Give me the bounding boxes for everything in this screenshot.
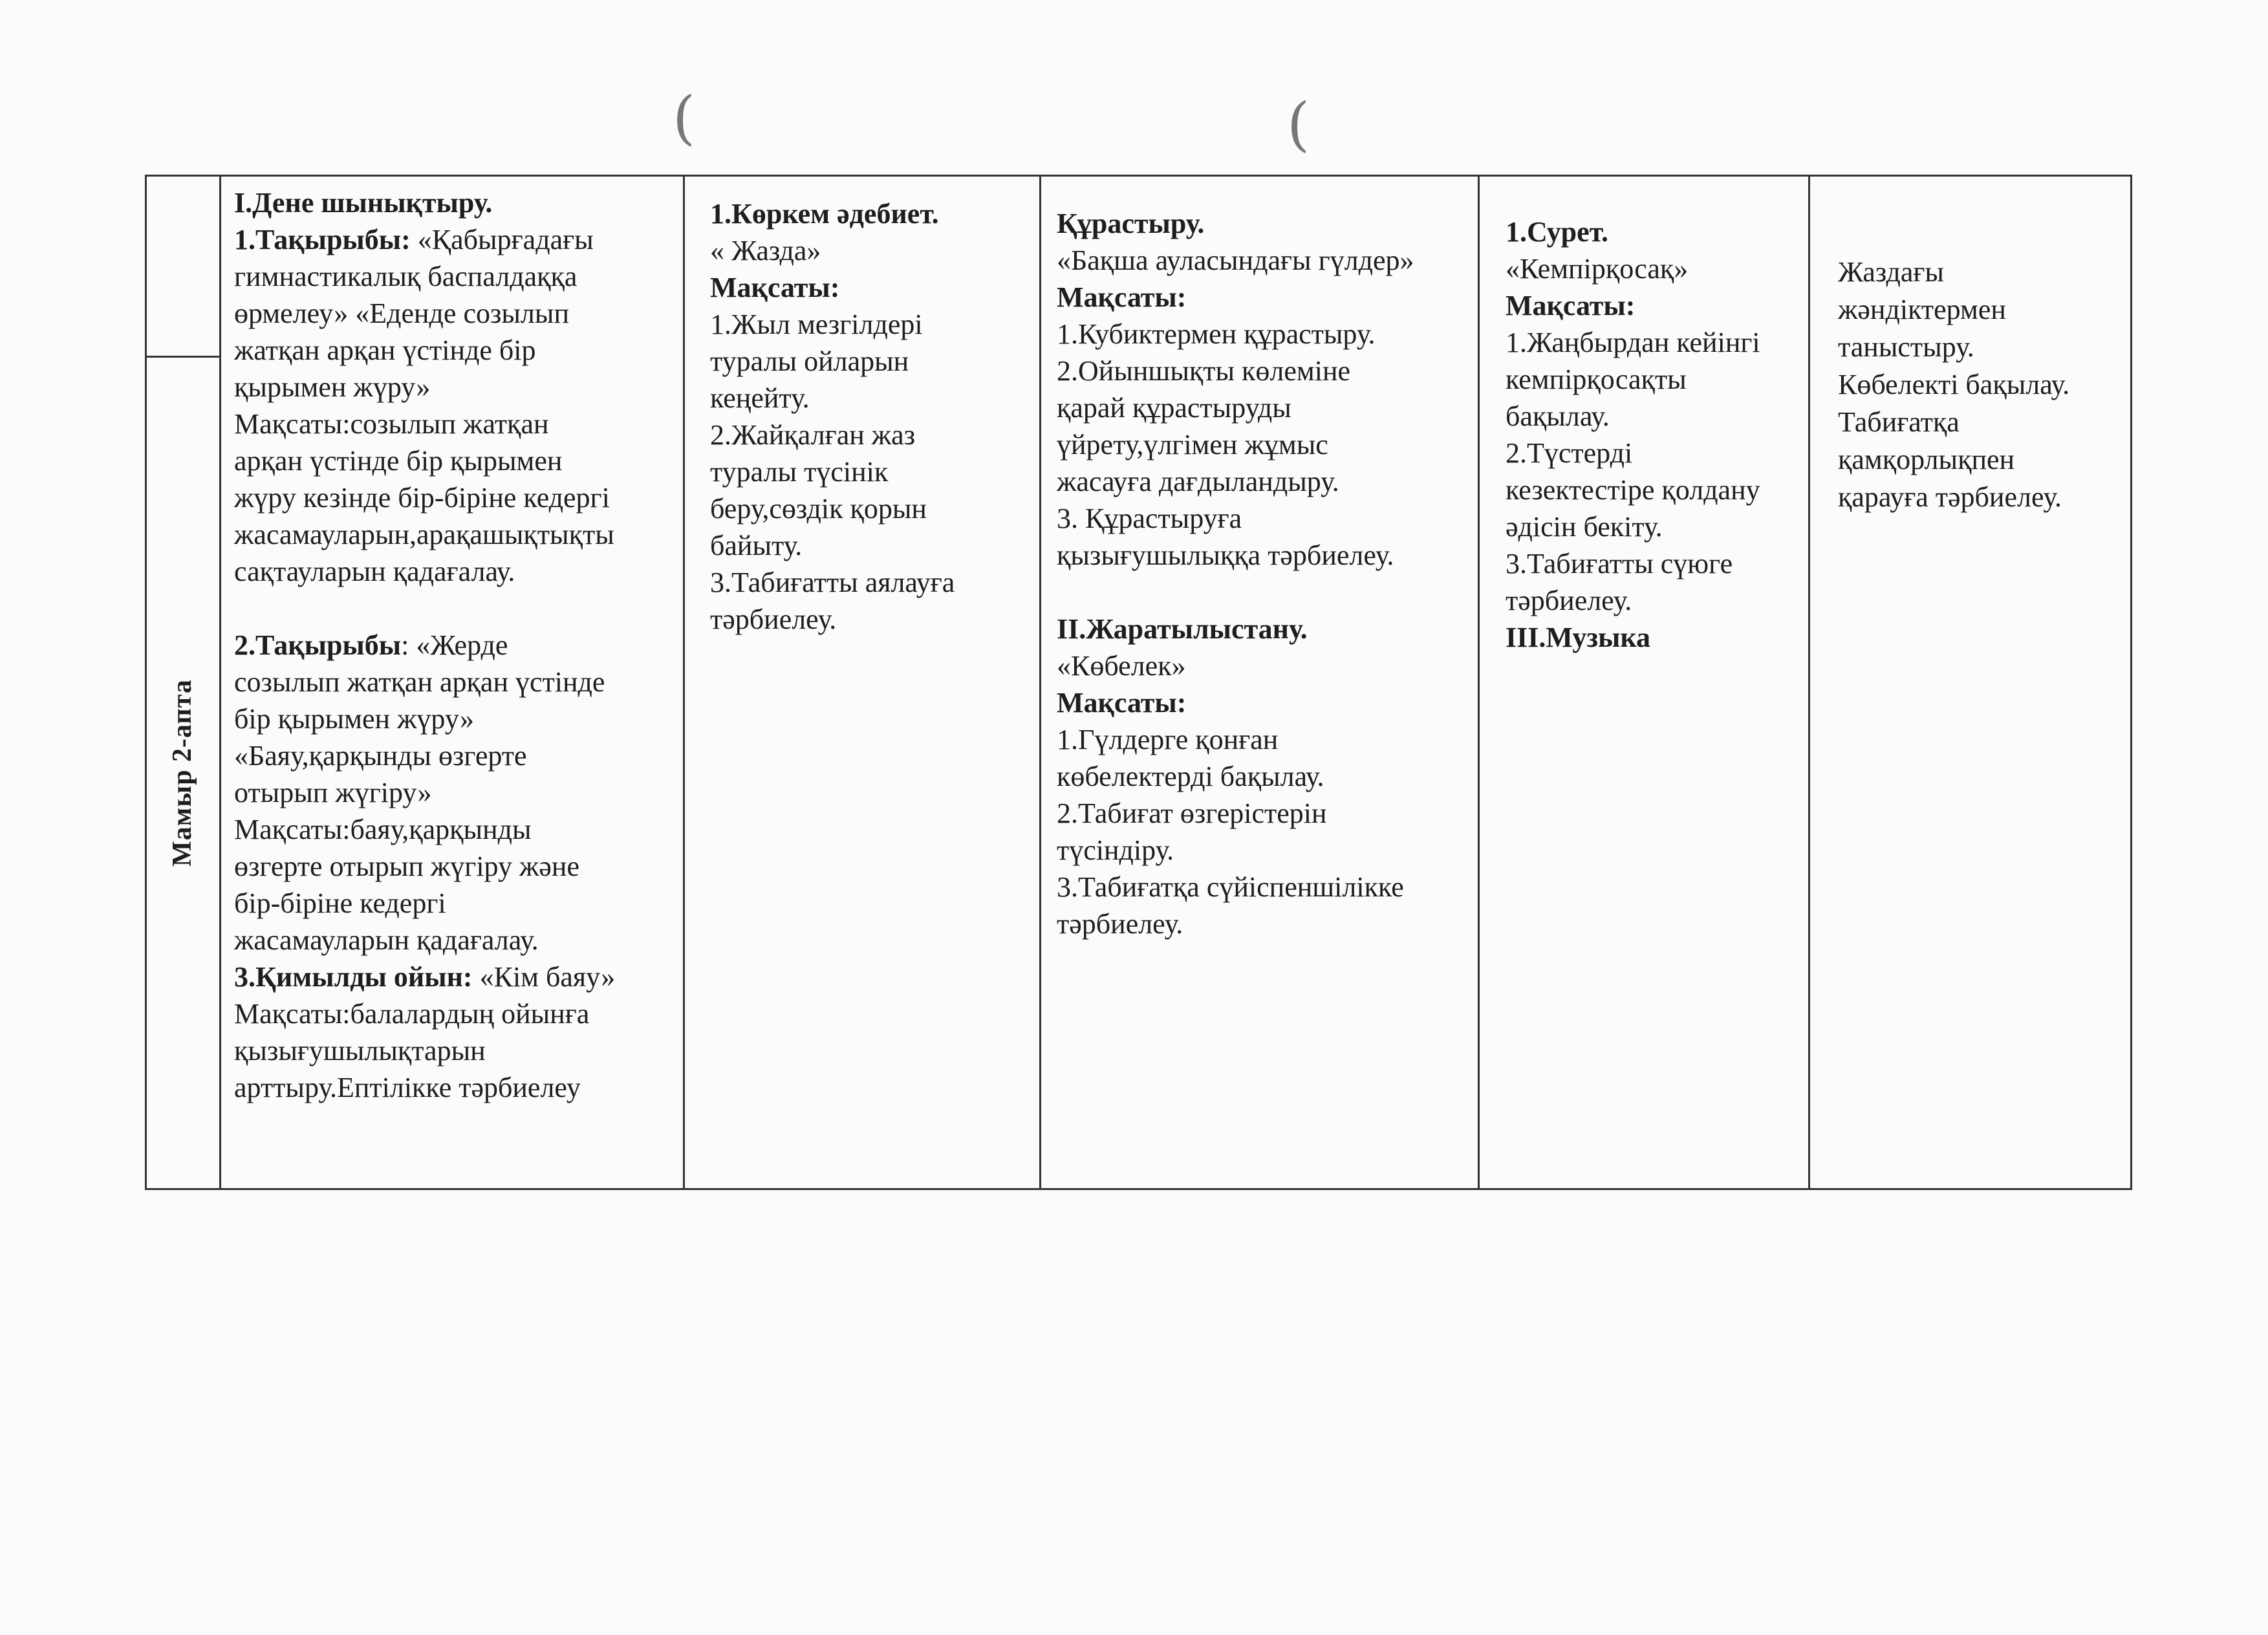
text-line — [234, 627, 680, 664]
text-segment: туралы ойларын — [710, 345, 909, 377]
text-line — [234, 479, 680, 516]
text-line — [234, 774, 680, 811]
text-line — [1838, 366, 2129, 404]
text-segment: тәрбиелеу. — [1506, 585, 1632, 616]
text-segment: отырып жүгіру» — [234, 777, 432, 808]
text-segment: тәрбиелеу. — [710, 603, 837, 635]
text-segment: 1.Гүлдерге қонған — [1057, 724, 1279, 755]
text-line — [234, 922, 680, 958]
text-segment: таныстыру. — [1838, 331, 1974, 363]
text-segment: Мақсаты:созылып жатқан — [234, 408, 549, 440]
text-segment: 1.Жаңбырдан кейінгі — [1506, 327, 1760, 358]
text-line — [1057, 574, 1476, 611]
text-segment: 2.Жайқалған жаз — [710, 419, 916, 451]
text-line — [1057, 684, 1476, 721]
text-line — [234, 553, 680, 590]
column-divider — [1808, 175, 1810, 1190]
text-line — [234, 664, 680, 700]
text-segment: гимнастикалық баспалдаққа — [234, 261, 578, 292]
text-segment: байыту. — [710, 530, 803, 561]
text-segment: «Баяу,қарқынды өзгерте — [234, 740, 527, 772]
observation-cell — [1838, 254, 2129, 516]
text-line — [710, 269, 1037, 306]
text-line — [234, 700, 680, 737]
week-label: Мамыр 2-апта — [167, 679, 197, 867]
text-line — [710, 453, 1037, 490]
column-divider — [1039, 175, 1041, 1190]
text-segment: қарай құрастыруды — [1057, 392, 1291, 424]
text-segment: 3.Табиғатқа сүйіспеншілікке — [1057, 871, 1404, 903]
text-line — [234, 1032, 680, 1069]
text-line — [710, 564, 1037, 601]
text-line — [234, 811, 680, 848]
text-line — [1057, 463, 1476, 500]
text-line — [234, 332, 680, 369]
bold-text: 1.Сурет. — [1506, 216, 1608, 248]
text-line — [710, 417, 1037, 453]
text-segment: сақтауларын қадағалау. — [234, 556, 515, 587]
text-line — [1506, 324, 1807, 361]
text-segment: «Кемпірқосақ» — [1506, 253, 1689, 285]
text-line — [234, 442, 680, 479]
text-segment: қызығушылықтарын — [234, 1035, 486, 1067]
text-segment: 1.Кубиктермен құрастыру. — [1057, 318, 1376, 350]
construction-nature-cell — [1057, 205, 1476, 942]
text-segment: 1.Жыл мезгілдері — [710, 309, 923, 340]
text-line — [710, 343, 1037, 380]
text-line — [1057, 721, 1476, 758]
text-line — [1838, 441, 2129, 479]
bold-text: Мақсаты: — [1057, 687, 1187, 719]
text-segment: қызығушылыққа тәрбиелеу. — [1057, 539, 1394, 571]
text-segment: түсіндіру. — [1057, 834, 1174, 866]
text-line — [710, 527, 1037, 564]
physical-education-cell — [234, 184, 680, 1106]
bold-text: 3.Қимылды ойын: — [234, 961, 473, 993]
text-line — [1057, 352, 1476, 389]
text-line — [234, 258, 680, 295]
text-segment: Жаздағы — [1838, 256, 1944, 288]
text-line — [710, 195, 1037, 232]
bold-text: 1.Көркем әдебиет. — [710, 198, 939, 230]
text-segment: Мақсаты:балалардың ойынға — [234, 998, 590, 1030]
text-line — [710, 490, 1037, 527]
text-line — [1506, 471, 1807, 508]
text-line — [1057, 795, 1476, 832]
text-line — [1506, 508, 1807, 545]
text-line — [1057, 500, 1476, 537]
text-segment: кеңейту. — [710, 382, 810, 414]
text-line — [1057, 316, 1476, 352]
column-divider — [219, 175, 221, 1190]
text-line — [1506, 398, 1807, 435]
text-segment: өзгерте отырып жүгіру және — [234, 850, 579, 882]
text-segment: әдісін бекіту. — [1506, 511, 1663, 543]
text-segment: 3.Табиғатты сүюге — [1506, 548, 1733, 579]
text-segment: 3. Құрастыруға — [1057, 503, 1242, 534]
text-segment: қарауға тәрбиелеу. — [1838, 481, 2062, 513]
text-line — [1838, 479, 2129, 516]
art-music-cell — [1506, 213, 1807, 656]
text-segment: арттыру.Ептілікке тәрбиелеу — [234, 1072, 581, 1103]
text-segment: өрмелеу» «Еденде созылып — [234, 298, 569, 329]
hole-punch-mark-right: ( — [1287, 91, 1310, 158]
text-segment: созылып жатқан арқан үстінде — [234, 666, 605, 698]
bold-text: І.Дене шынықтыру. — [234, 187, 493, 219]
text-line — [1506, 213, 1807, 250]
text-line — [1057, 611, 1476, 647]
text-segment: жасамауларын қадағалау. — [234, 924, 539, 956]
text-segment: жатқан арқан үстінде бір — [234, 334, 536, 366]
text-segment: жасауға дағдыландыру. — [1057, 466, 1339, 497]
bold-text: 2.Тақырыбы — [234, 629, 402, 661]
text-segment: «Қабырғадағы — [417, 224, 594, 255]
bold-text: ІІІ.Музыка — [1506, 622, 1651, 653]
text-segment: бір-біріне кедергі — [234, 887, 446, 919]
text-segment: 2.Ойыншықты көлеміне — [1057, 355, 1351, 387]
text-line — [234, 958, 680, 995]
text-line — [234, 369, 680, 406]
text-segment: қырымен жүру» — [234, 371, 431, 403]
text-line — [1838, 404, 2129, 441]
text-segment: туралы түсінік — [710, 456, 889, 488]
text-segment: арқан үстінде бір қырымен — [234, 445, 563, 477]
text-segment: «Бақша ауласындағы гүлдер» — [1057, 244, 1414, 276]
text-segment: кезектестіре қолдану — [1506, 474, 1760, 506]
text-line — [234, 885, 680, 922]
text-line — [1057, 869, 1476, 905]
text-line — [710, 380, 1037, 417]
text-line — [234, 406, 680, 442]
text-line — [710, 232, 1037, 269]
text-segment: «Кім баяу» — [472, 961, 616, 993]
text-line — [1057, 537, 1476, 574]
bold-text: ІІ.Жаратылыстану. — [1057, 613, 1308, 645]
lesson-plan-table — [145, 175, 2132, 1190]
text-segment: : «Жерде — [401, 629, 508, 661]
text-segment: жәндіктермен — [1838, 294, 2006, 325]
text-line — [1506, 250, 1807, 287]
bold-text: Мақсаты: — [1506, 290, 1636, 321]
text-segment: кемпірқосақты — [1506, 363, 1687, 395]
text-segment: 2.Табиғат өзгерістерін — [1057, 797, 1327, 829]
text-line — [234, 295, 680, 332]
bold-text: Мақсаты: — [1057, 281, 1187, 313]
text-line — [1838, 254, 2129, 291]
week-label-cell — [145, 356, 219, 1190]
text-line — [234, 184, 680, 221]
text-segment: бір қырымен жүру» — [234, 703, 474, 735]
text-line — [234, 995, 680, 1032]
text-segment: Мақсаты:баяу,қарқынды — [234, 814, 532, 845]
text-line — [1506, 435, 1807, 471]
text-line — [1057, 905, 1476, 942]
text-line — [1057, 389, 1476, 426]
text-line — [1838, 329, 2129, 366]
text-segment: жүру кезінде бір-біріне кедергі — [234, 482, 610, 514]
text-line — [1506, 287, 1807, 324]
text-line — [234, 516, 680, 553]
text-line — [1506, 582, 1807, 619]
text-segment: қамқорлықпен — [1838, 444, 2015, 475]
text-line — [1057, 758, 1476, 795]
text-line — [1057, 242, 1476, 279]
text-line — [1057, 279, 1476, 316]
literature-cell — [710, 195, 1037, 638]
text-line — [1057, 205, 1476, 242]
text-segment: жасамауларын,арақашықтықты — [234, 519, 614, 550]
text-line — [1506, 361, 1807, 398]
text-segment: 2.Түстерді — [1506, 437, 1633, 469]
text-line — [710, 306, 1037, 343]
text-line — [710, 601, 1037, 638]
text-line — [234, 221, 680, 258]
text-line — [234, 1069, 680, 1106]
text-line — [1838, 291, 2129, 329]
text-segment: көбелектерді бақылау. — [1057, 761, 1324, 792]
text-segment: « Жазда» — [710, 235, 821, 266]
text-line — [1057, 647, 1476, 684]
text-line — [1057, 426, 1476, 463]
text-segment: беру,сөздік қорын — [710, 493, 927, 525]
bold-text: Құрастыру. — [1057, 208, 1205, 239]
text-line — [234, 737, 680, 774]
text-segment: бақылау. — [1506, 400, 1610, 432]
text-segment: тәрбиелеу. — [1057, 908, 1183, 940]
text-line — [1057, 832, 1476, 869]
text-line — [1506, 545, 1807, 582]
text-segment: «Көбелек» — [1057, 650, 1186, 682]
text-segment: үйрету,үлгімен жұмыс — [1057, 429, 1328, 460]
text-line — [1506, 619, 1807, 656]
text-segment: Табиғатқа — [1838, 406, 1960, 438]
text-line — [234, 590, 680, 627]
bold-text: 1.Тақырыбы: — [234, 224, 418, 255]
text-segment: Көбелекті бақылау. — [1838, 369, 2070, 400]
text-line — [234, 848, 680, 885]
column-divider — [1478, 175, 1480, 1190]
column-divider — [683, 175, 685, 1190]
hole-punch-mark-left: ( — [673, 84, 696, 152]
bold-text: Мақсаты: — [710, 272, 840, 303]
text-segment: 3.Табиғатты аялауға — [710, 567, 955, 598]
